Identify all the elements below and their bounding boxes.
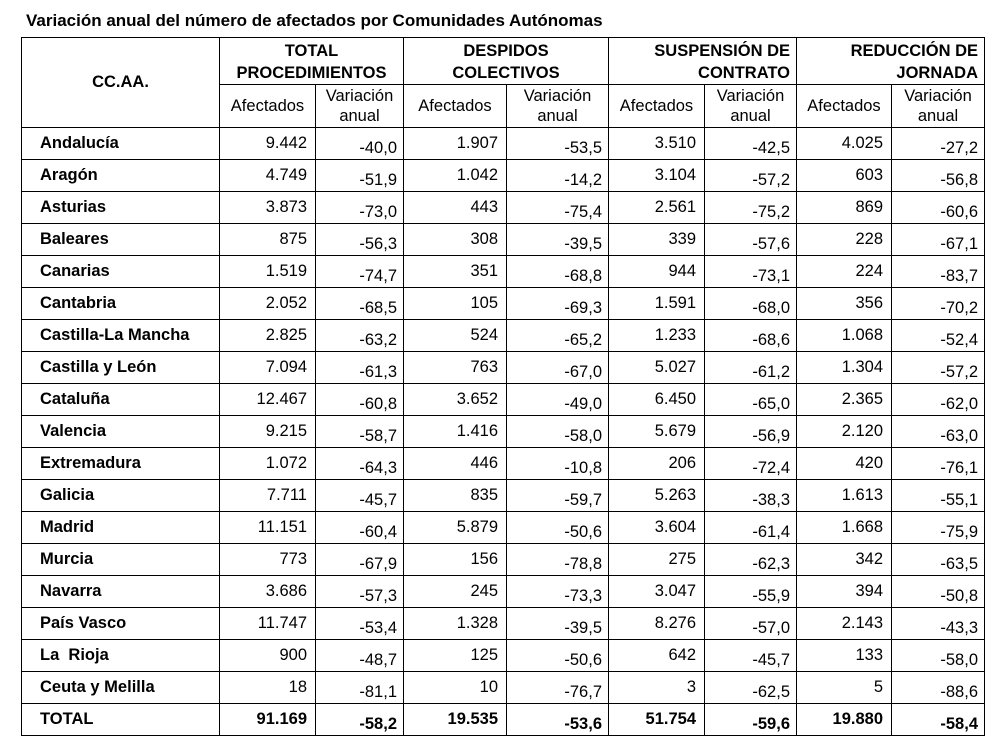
variation-cell: -53,5 bbox=[507, 128, 609, 160]
variation-header bbox=[892, 85, 985, 128]
group-header-despidos bbox=[404, 38, 609, 85]
region-name: Aragón bbox=[22, 160, 220, 192]
affected-cell: 1.591 bbox=[609, 288, 705, 320]
variation-cell: -59,7 bbox=[507, 480, 609, 512]
variation-header-line: anual bbox=[917, 107, 959, 125]
affected-cell: 339 bbox=[609, 224, 705, 256]
variation-cell: -63,0 bbox=[892, 416, 985, 448]
variation-cell: -75,9 bbox=[892, 512, 985, 544]
group-header-line: TOTAL bbox=[284, 42, 339, 60]
affected-cell: 308 bbox=[404, 224, 507, 256]
variation-header bbox=[507, 85, 609, 128]
affected-cell: 2.143 bbox=[797, 608, 892, 640]
table-row bbox=[22, 224, 985, 256]
affected-cell: 443 bbox=[404, 192, 507, 224]
affected-cell: 105 bbox=[404, 288, 507, 320]
variation-cell: -57,2 bbox=[705, 160, 797, 192]
variation-cell: -49,0 bbox=[507, 384, 609, 416]
affected-cell: 1.072 bbox=[220, 448, 316, 480]
region-name: Baleares bbox=[22, 224, 220, 256]
variation-cell: -58,0 bbox=[507, 416, 609, 448]
variation-header-line: Variación bbox=[716, 87, 785, 105]
affected-cell: 3.604 bbox=[609, 512, 705, 544]
affected-cell: 6.450 bbox=[609, 384, 705, 416]
region-name: La Rioja bbox=[22, 640, 220, 672]
variation-cell: -57,3 bbox=[316, 576, 404, 608]
region-name: Cataluña bbox=[22, 384, 220, 416]
group-header-line: REDUCCIÓN DE bbox=[850, 42, 978, 60]
variation-cell: -68,0 bbox=[705, 288, 797, 320]
variation-cell: -61,4 bbox=[705, 512, 797, 544]
affected-cell: 1.068 bbox=[797, 320, 892, 352]
variation-cell: -65,0 bbox=[705, 384, 797, 416]
affected-cell: 11.747 bbox=[220, 608, 316, 640]
affected-cell: 446 bbox=[404, 448, 507, 480]
affected-cell: 133 bbox=[797, 640, 892, 672]
affected-cell: 5.879 bbox=[404, 512, 507, 544]
table-row bbox=[22, 480, 985, 512]
affected-cell: 1.613 bbox=[797, 480, 892, 512]
variation-cell: -73,3 bbox=[507, 576, 609, 608]
variation-cell: -50,8 bbox=[892, 576, 985, 608]
region-name: Ceuta y Melilla bbox=[22, 672, 220, 704]
variation-header-line: anual bbox=[339, 107, 380, 125]
affected-cell: 3.510 bbox=[609, 128, 705, 160]
affected-cell: 3.047 bbox=[609, 576, 705, 608]
affected-cell: 1.042 bbox=[404, 160, 507, 192]
variation-cell: -38,3 bbox=[705, 480, 797, 512]
variation-cell: -57,6 bbox=[705, 224, 797, 256]
total-row bbox=[22, 704, 985, 736]
group-header-line: CONTRATO bbox=[698, 64, 790, 82]
table-row bbox=[22, 192, 985, 224]
affected-cell: 2.052 bbox=[220, 288, 316, 320]
variation-cell: -56,3 bbox=[316, 224, 404, 256]
affected-cell: 51.754 bbox=[609, 704, 705, 736]
affected-cell: 1.519 bbox=[220, 256, 316, 288]
affected-cell: 420 bbox=[797, 448, 892, 480]
variation-cell: -61,3 bbox=[316, 352, 404, 384]
affected-cell: 2.365 bbox=[797, 384, 892, 416]
variation-cell: -67,9 bbox=[316, 544, 404, 576]
region-name: Valencia bbox=[22, 416, 220, 448]
affected-cell: 5 bbox=[797, 672, 892, 704]
variation-cell: -58,7 bbox=[316, 416, 404, 448]
variation-cell: -14,2 bbox=[507, 160, 609, 192]
group-header-line: DESPIDOS bbox=[463, 42, 549, 60]
affected-cell: 351 bbox=[404, 256, 507, 288]
variation-cell: -52,4 bbox=[892, 320, 985, 352]
variation-cell: -50,6 bbox=[507, 512, 609, 544]
affected-cell: 19.880 bbox=[797, 704, 892, 736]
variation-cell: -63,5 bbox=[892, 544, 985, 576]
variation-header-line: Variación bbox=[325, 87, 394, 105]
variation-cell: -67,0 bbox=[507, 352, 609, 384]
variation-cell: -55,1 bbox=[892, 480, 985, 512]
affected-cell: 3.104 bbox=[609, 160, 705, 192]
affected-cell: 5.263 bbox=[609, 480, 705, 512]
variation-cell: -57,2 bbox=[892, 352, 985, 384]
affected-cell: 8.276 bbox=[609, 608, 705, 640]
table-row bbox=[22, 672, 985, 704]
region-name: Canarias bbox=[22, 256, 220, 288]
group-header-line: COLECTIVOS bbox=[452, 64, 560, 82]
affected-cell: 603 bbox=[797, 160, 892, 192]
region-name: Extremadura bbox=[22, 448, 220, 480]
affected-cell: 10 bbox=[404, 672, 507, 704]
group-header-line: JORNADA bbox=[896, 64, 978, 82]
variation-cell: -58,0 bbox=[892, 640, 985, 672]
variation-cell: -62,5 bbox=[705, 672, 797, 704]
affected-header: Afectados bbox=[797, 85, 892, 128]
region-name: Andalucía bbox=[22, 128, 220, 160]
table-title: Variación anual del número de afectados por Comunidades Autónomas bbox=[26, 11, 603, 30]
variation-cell: -83,7 bbox=[892, 256, 985, 288]
variation-header-line: anual bbox=[730, 107, 771, 125]
table-row bbox=[22, 608, 985, 640]
affected-cell: 7.094 bbox=[220, 352, 316, 384]
affected-cell: 7.711 bbox=[220, 480, 316, 512]
variation-cell: -65,2 bbox=[507, 320, 609, 352]
variation-cell: -48,7 bbox=[316, 640, 404, 672]
variation-cell: -63,2 bbox=[316, 320, 404, 352]
table-header bbox=[22, 38, 985, 128]
table-row bbox=[22, 288, 985, 320]
affected-cell: 3.873 bbox=[220, 192, 316, 224]
table-row bbox=[22, 544, 985, 576]
affected-cell: 342 bbox=[797, 544, 892, 576]
affected-cell: 2.561 bbox=[609, 192, 705, 224]
affected-cell: 835 bbox=[404, 480, 507, 512]
table-row bbox=[22, 128, 985, 160]
region-name: Castilla-La Mancha bbox=[22, 320, 220, 352]
variation-cell: -60,4 bbox=[316, 512, 404, 544]
variation-cell: -73,1 bbox=[705, 256, 797, 288]
affected-cell: 4.749 bbox=[220, 160, 316, 192]
table-row bbox=[22, 384, 985, 416]
variation-cell: -88,6 bbox=[892, 672, 985, 704]
affected-cell: 4.025 bbox=[797, 128, 892, 160]
affected-cell: 12.467 bbox=[220, 384, 316, 416]
variation-cell: -76,7 bbox=[507, 672, 609, 704]
variation-cell: -42,5 bbox=[705, 128, 797, 160]
region-name: Madrid bbox=[22, 512, 220, 544]
affected-cell: 1.668 bbox=[797, 512, 892, 544]
variation-cell: -45,7 bbox=[316, 480, 404, 512]
variation-cell: -62,0 bbox=[892, 384, 985, 416]
region-name: TOTAL bbox=[22, 704, 220, 736]
affected-cell: 275 bbox=[609, 544, 705, 576]
affected-cell: 3.652 bbox=[404, 384, 507, 416]
variation-cell: -62,3 bbox=[705, 544, 797, 576]
table-row bbox=[22, 448, 985, 480]
region-name: Castilla y León bbox=[22, 352, 220, 384]
variation-cell: -45,7 bbox=[705, 640, 797, 672]
table-row bbox=[22, 352, 985, 384]
affected-cell: 763 bbox=[404, 352, 507, 384]
variation-cell: -75,2 bbox=[705, 192, 797, 224]
variation-cell: -43,3 bbox=[892, 608, 985, 640]
affected-cell: 642 bbox=[609, 640, 705, 672]
variation-header-line: Variación bbox=[523, 87, 592, 105]
variation-cell: -68,6 bbox=[705, 320, 797, 352]
affected-header: Afectados bbox=[220, 85, 316, 128]
table-row bbox=[22, 320, 985, 352]
affected-cell: 9.442 bbox=[220, 128, 316, 160]
table-row bbox=[22, 160, 985, 192]
table-row bbox=[22, 416, 985, 448]
group-header-reduccion bbox=[797, 38, 985, 85]
affected-cell: 19.535 bbox=[404, 704, 507, 736]
variation-cell: -72,4 bbox=[705, 448, 797, 480]
affected-cell: 9.215 bbox=[220, 416, 316, 448]
variation-header-line: Variación bbox=[904, 87, 972, 105]
affected-cell: 944 bbox=[609, 256, 705, 288]
affected-cell: 869 bbox=[797, 192, 892, 224]
variation-cell: -58,2 bbox=[316, 704, 404, 736]
variation-cell: -40,0 bbox=[316, 128, 404, 160]
affected-cell: 5.027 bbox=[609, 352, 705, 384]
region-name: País Vasco bbox=[22, 608, 220, 640]
variation-cell: -74,7 bbox=[316, 256, 404, 288]
affected-cell: 18 bbox=[220, 672, 316, 704]
variation-cell: -10,8 bbox=[507, 448, 609, 480]
affected-cell: 206 bbox=[609, 448, 705, 480]
affected-cell: 5.679 bbox=[609, 416, 705, 448]
variation-cell: -55,9 bbox=[705, 576, 797, 608]
affected-cell: 773 bbox=[220, 544, 316, 576]
table-body bbox=[22, 128, 985, 736]
data-table bbox=[21, 37, 985, 736]
affected-cell: 875 bbox=[220, 224, 316, 256]
variation-header bbox=[316, 85, 404, 128]
variation-cell: -64,3 bbox=[316, 448, 404, 480]
variation-cell: -76,1 bbox=[892, 448, 985, 480]
region-name: Galicia bbox=[22, 480, 220, 512]
affected-cell: 1.907 bbox=[404, 128, 507, 160]
affected-cell: 125 bbox=[404, 640, 507, 672]
affected-cell: 1.416 bbox=[404, 416, 507, 448]
variation-header bbox=[705, 85, 797, 128]
region-name: Cantabria bbox=[22, 288, 220, 320]
table-row bbox=[22, 512, 985, 544]
affected-cell: 3 bbox=[609, 672, 705, 704]
affected-cell: 11.151 bbox=[220, 512, 316, 544]
variation-cell: -53,4 bbox=[316, 608, 404, 640]
group-header-total bbox=[220, 38, 404, 85]
variation-cell: -67,1 bbox=[892, 224, 985, 256]
affected-cell: 2.825 bbox=[220, 320, 316, 352]
affected-cell: 156 bbox=[404, 544, 507, 576]
variation-cell: -81,1 bbox=[316, 672, 404, 704]
group-header-line: SUSPENSIÓN DE bbox=[654, 42, 790, 60]
region-name: Asturias bbox=[22, 192, 220, 224]
region-name: Murcia bbox=[22, 544, 220, 576]
affected-cell: 224 bbox=[797, 256, 892, 288]
variation-cell: -27,2 bbox=[892, 128, 985, 160]
variation-cell: -58,4 bbox=[892, 704, 985, 736]
variation-cell: -39,5 bbox=[507, 608, 609, 640]
affected-header: Afectados bbox=[404, 85, 507, 128]
affected-cell: 228 bbox=[797, 224, 892, 256]
table-row bbox=[22, 256, 985, 288]
variation-cell: -50,6 bbox=[507, 640, 609, 672]
affected-cell: 1.328 bbox=[404, 608, 507, 640]
affected-cell: 1.233 bbox=[609, 320, 705, 352]
variation-cell: -68,8 bbox=[507, 256, 609, 288]
affected-cell: 1.304 bbox=[797, 352, 892, 384]
variation-cell: -39,5 bbox=[507, 224, 609, 256]
group-header-suspension bbox=[609, 38, 797, 85]
affected-header: Afectados bbox=[609, 85, 705, 128]
variation-cell: -73,0 bbox=[316, 192, 404, 224]
variation-cell: -60,6 bbox=[892, 192, 985, 224]
affected-cell: 900 bbox=[220, 640, 316, 672]
variation-cell: -56,8 bbox=[892, 160, 985, 192]
variation-cell: -68,5 bbox=[316, 288, 404, 320]
variation-cell: -78,8 bbox=[507, 544, 609, 576]
variation-cell: -56,9 bbox=[705, 416, 797, 448]
variation-cell: -70,2 bbox=[892, 288, 985, 320]
variation-cell: -75,4 bbox=[507, 192, 609, 224]
variation-header-line: anual bbox=[537, 107, 578, 125]
group-header-line: PROCEDIMIENTOS bbox=[236, 64, 387, 82]
region-name: Navarra bbox=[22, 576, 220, 608]
affected-cell: 356 bbox=[797, 288, 892, 320]
affected-cell: 91.169 bbox=[220, 704, 316, 736]
variation-cell: -69,3 bbox=[507, 288, 609, 320]
affected-cell: 3.686 bbox=[220, 576, 316, 608]
affected-cell: 2.120 bbox=[797, 416, 892, 448]
table-row bbox=[22, 640, 985, 672]
affected-cell: 394 bbox=[797, 576, 892, 608]
variation-cell: -53,6 bbox=[507, 704, 609, 736]
table-row bbox=[22, 576, 985, 608]
affected-cell: 245 bbox=[404, 576, 507, 608]
region-header: CC.AA. bbox=[22, 38, 220, 128]
variation-cell: -60,8 bbox=[316, 384, 404, 416]
variation-cell: -51,9 bbox=[316, 160, 404, 192]
variation-cell: -61,2 bbox=[705, 352, 797, 384]
variation-cell: -57,0 bbox=[705, 608, 797, 640]
variation-cell: -59,6 bbox=[705, 704, 797, 736]
affected-cell: 524 bbox=[404, 320, 507, 352]
